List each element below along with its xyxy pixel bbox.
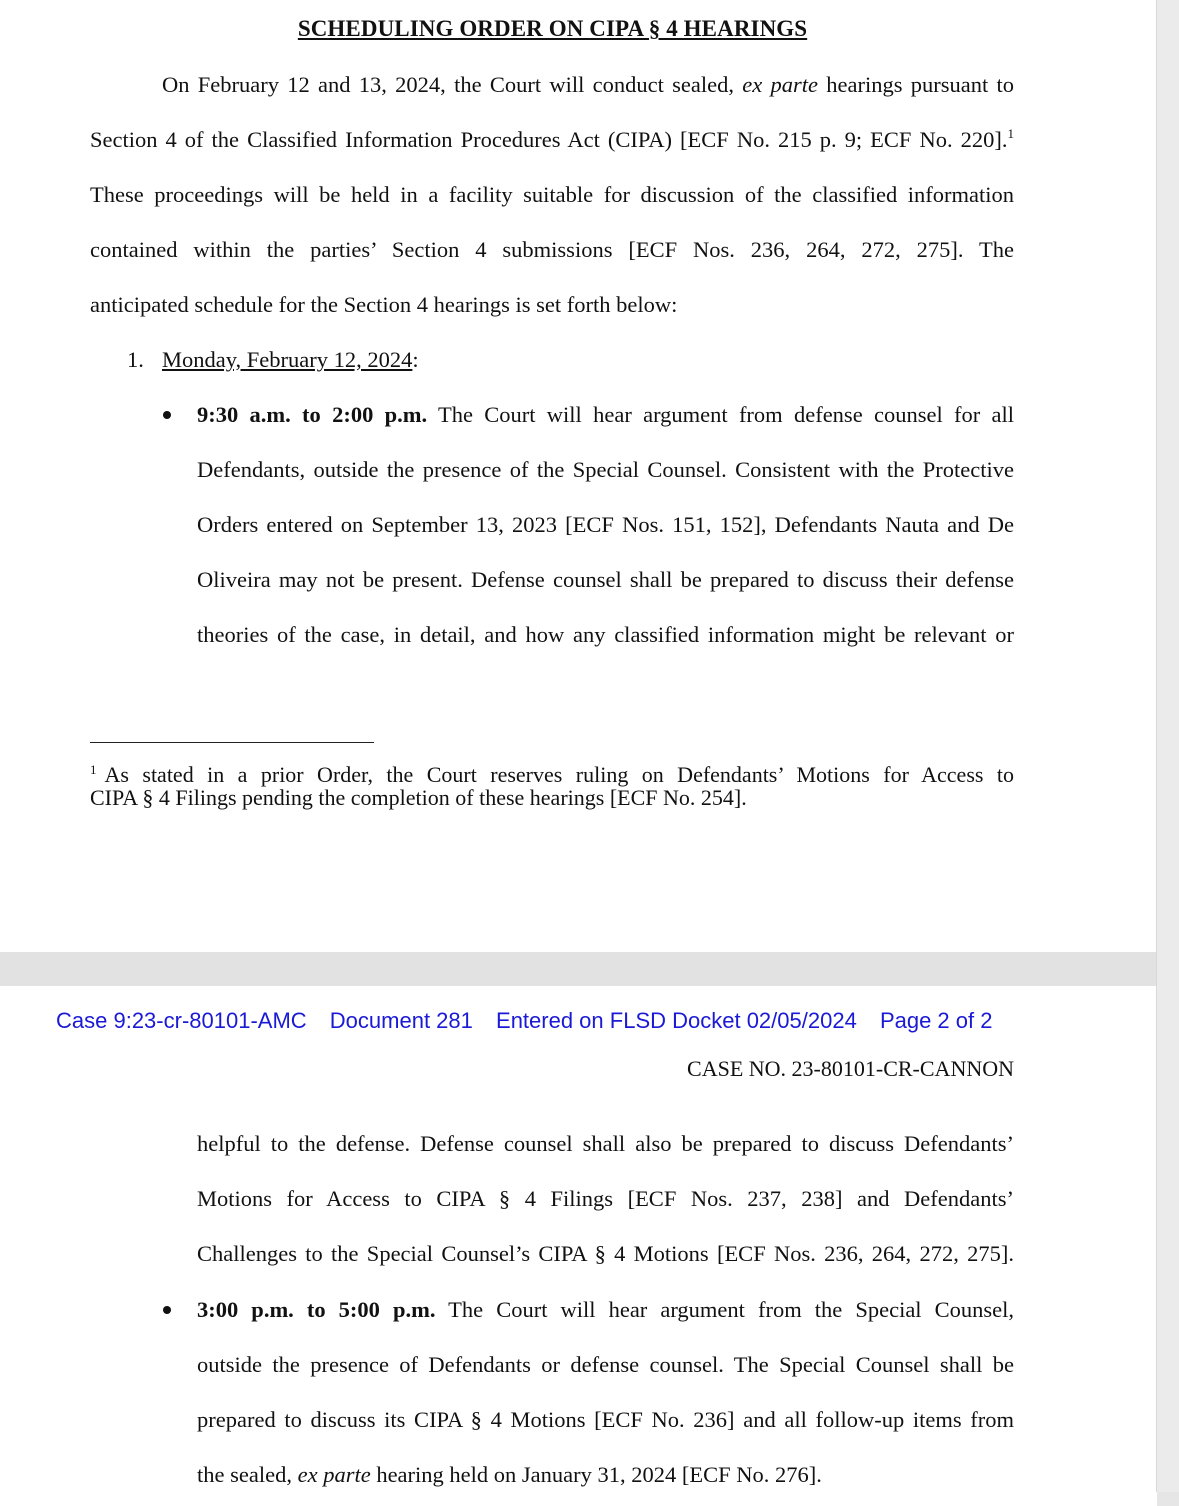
docket-header	[56, 1008, 1009, 1034]
bullet2-line-2: outside the presence of Defendants or defense counsel. The Special Counsel shall be	[197, 1352, 1014, 1377]
list-item-date: Monday, February 12, 2024:	[162, 347, 419, 372]
intro-line-5: anticipated schedule for the Section 4 hearings is set forth below:	[90, 292, 678, 317]
footnote-divider	[90, 742, 374, 743]
document-number: Document 281	[329, 1008, 473, 1033]
order-title: SCHEDULING ORDER ON CIPA § 4 HEARINGS	[297, 16, 808, 41]
page-indicator: Page 2 of 2	[879, 1008, 993, 1033]
cont-line-2: Motions for Access to CIPA § 4 Filings [ECF Nos. 237, 238] and Defendants’	[197, 1186, 1014, 1211]
bullet-icon	[163, 1306, 171, 1314]
bullet2-line-3: prepared to discuss its CIPA § 4 Motions [ECF No. 236] and all follow-up items from	[197, 1407, 1014, 1432]
list-number-1: 1.	[127, 347, 144, 372]
scrollbar-track[interactable]	[1156, 0, 1179, 1492]
intro-line-3: These proceedings will be held in a facility suitable for discussion of the classified information	[90, 182, 1014, 207]
bullet2-line-4: the sealed, ex parte hearing held on January 31, 2024 [ECF No. 276].	[197, 1462, 822, 1487]
bullet1-line-4: Oliveira may not be present. Defense counsel shall be prepared to discuss their defense	[197, 567, 1014, 592]
page-gap	[0, 952, 1179, 986]
bullet1-line-1: 9:30 a.m. to 2:00 p.m. The Court will hear argument from defense counsel for all	[197, 402, 1014, 427]
intro-line-4: contained within the parties’ Section 4 submissions [ECF Nos. 236, 264, 272, 275]. The	[90, 237, 1014, 262]
bullet-icon	[163, 411, 171, 419]
bullet1-line-2: Defendants, outside the presence of the Special Counsel. Consistent with the Protective	[197, 457, 1014, 482]
intro-line-2: Section 4 of the Classified Information Procedures Act (CIPA) [ECF No. 215 p. 9; ECF No. 220].$^1$	[90, 126, 1014, 152]
cont-line-1: helpful to the defense. Defense counsel shall also be prepared to discuss Defendants’	[197, 1131, 1014, 1156]
footnote-line-1: $^1$ As stated in a prior Order, the Court reserves ruling on Defendants’ Motions for Access to	[90, 762, 1014, 787]
footnote-ref[interactable]: 1	[1007, 126, 1014, 141]
intro-line-1: On February 12 and 13, 2024, the Court will conduct sealed, ex parte hearings pursuant to	[162, 72, 1015, 97]
bullet1-line-5: theories of the case, in detail, and how any classified information might be relevant or	[197, 622, 1014, 647]
case-number: Case 9:23-cr-80101-AMC	[56, 1008, 307, 1033]
bullet1-line-3: Orders entered on September 13, 2023 [ECF Nos. 151, 152], Defendants Nauta and De	[197, 512, 1014, 537]
bullet2-line-1: 3:00 p.m. to 5:00 p.m. The Court will hear argument from the Special Counsel,	[197, 1297, 1014, 1322]
cont-line-3: Challenges to the Special Counsel’s CIPA § 4 Motions [ECF Nos. 236, 264, 272, 275].	[197, 1241, 1014, 1266]
footnote-line-2: CIPA § 4 Filings pending the completion of these hearings [ECF No. 254].	[90, 785, 747, 810]
case-no-label: CASE NO. 23-80101-CR-CANNON	[687, 1056, 1014, 1081]
docket-entry: Entered on FLSD Docket 02/05/2024	[496, 1008, 857, 1033]
